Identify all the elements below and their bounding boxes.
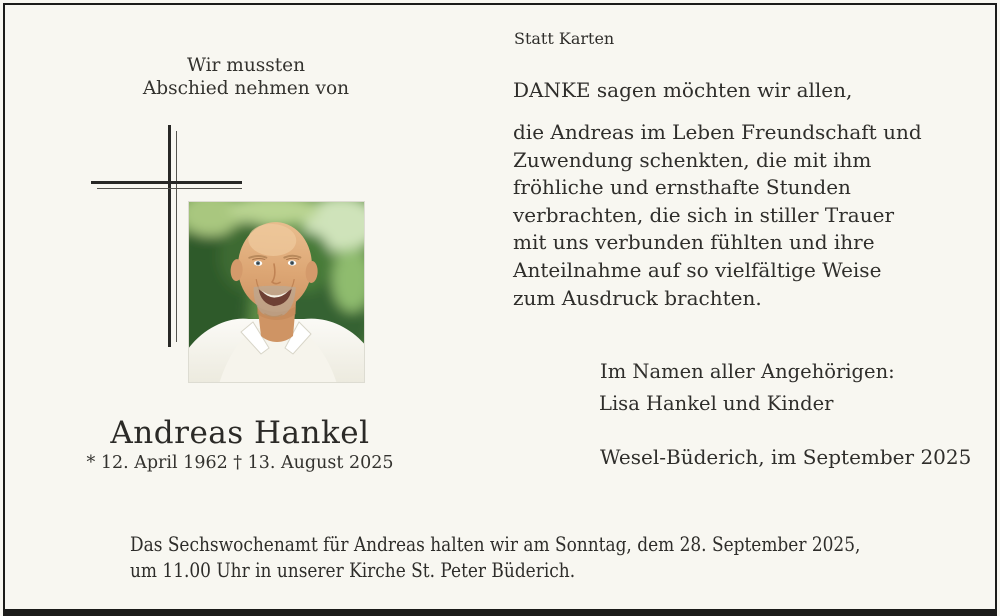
thanks-line: Anteilnahme auf so vielfältige Weise bbox=[513, 257, 882, 282]
thanks-line: mit uns verbunden fühlten und ihre bbox=[513, 230, 875, 255]
deceased-name: Andreas Hankel bbox=[110, 415, 370, 451]
statt-karten-note: Statt Karten bbox=[514, 29, 615, 48]
cross-horizontal-shadow-line bbox=[97, 188, 242, 189]
life-dates: * 12. April 1962 † 13. August 2025 bbox=[86, 453, 394, 473]
intro-text bbox=[120, 54, 372, 100]
cross-horizontal-bar bbox=[91, 181, 242, 184]
service-line-2: um 11.00 Uhr in unserer Kirche St. Peter Büderich. bbox=[130, 558, 576, 582]
service-announcement bbox=[130, 532, 860, 583]
cross-vertical-bar bbox=[168, 125, 171, 347]
place-date-line: Wesel-Büderich, im September 2025 bbox=[600, 445, 972, 469]
thanks-lead-line: DANKE sagen möchten wir allen, bbox=[513, 78, 853, 102]
cross-vertical-shadow-line bbox=[176, 131, 177, 342]
thanks-line: die Andreas im Leben Freundschaft und bbox=[513, 120, 922, 144]
thanks-line: Zuwendung schenkten, die mit ihm bbox=[513, 147, 872, 172]
service-line-1: Das Sechswochenamt für Andreas halten wir am Sonntag, dem 28. September 2025, bbox=[130, 533, 861, 556]
thanks-line: fröhliche und ernsthafte Stunden bbox=[513, 175, 851, 200]
thanks-paragraph bbox=[513, 119, 922, 312]
portrait-photo bbox=[189, 202, 364, 382]
family-signature-line: Lisa Hankel und Kinder bbox=[599, 392, 834, 415]
thanks-line: zum Ausdruck brachten. bbox=[513, 285, 762, 310]
intro-line-1: Wir mussten bbox=[186, 55, 306, 76]
in-names-line: Im Namen aller Angehörigen: bbox=[600, 360, 895, 383]
thanks-line: verbrachten, die sich in stiller Trauer bbox=[513, 202, 895, 227]
intro-line-2: Abschied nehmen von bbox=[142, 78, 350, 99]
